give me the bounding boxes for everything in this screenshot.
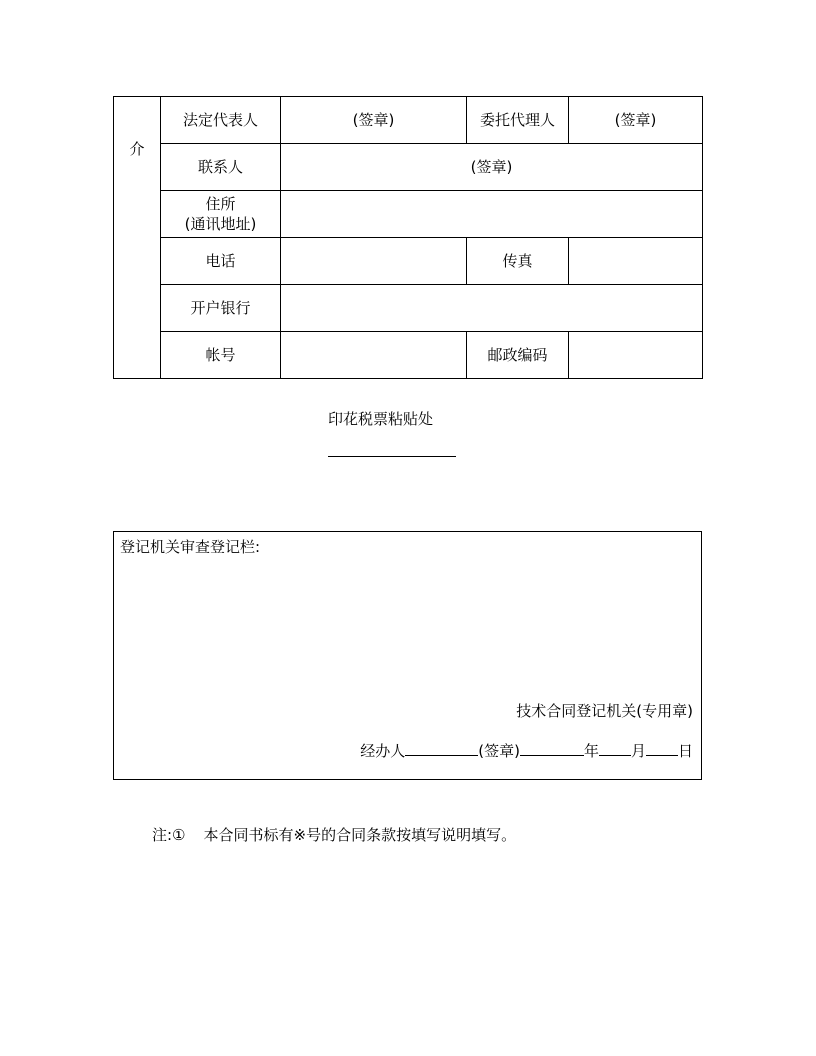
contact-person-label: 联系人 bbox=[161, 144, 281, 191]
stamp-area-label: 印花税票粘贴处 bbox=[328, 410, 434, 428]
legal-representative-signature: (签章) bbox=[281, 97, 467, 144]
phone-value bbox=[281, 238, 467, 285]
table-row bbox=[114, 238, 703, 285]
footnote bbox=[152, 824, 516, 845]
month-blank bbox=[599, 741, 631, 756]
registry-title: 登记机关审查登记栏: bbox=[120, 538, 261, 556]
stamp-area-rule bbox=[328, 456, 456, 457]
handler-label: 经办人 bbox=[360, 742, 406, 760]
table-row bbox=[114, 332, 703, 379]
contact-person-signature: (签章) bbox=[281, 144, 703, 191]
table-row bbox=[114, 285, 703, 332]
authorized-agent-signature: (签章) bbox=[569, 97, 703, 144]
year-label: 年 bbox=[583, 742, 599, 760]
registry-review-box bbox=[113, 531, 702, 780]
address-label-line1: 住所 bbox=[205, 195, 236, 213]
day-label: 日 bbox=[677, 742, 693, 760]
month-label: 月 bbox=[630, 742, 646, 760]
table-row bbox=[114, 144, 703, 191]
sign-label: (签章) bbox=[478, 742, 520, 760]
postal-code-label: 邮政编码 bbox=[467, 332, 569, 379]
footnote-text: 本合同书标有※号的合同条款按填写说明填写。 bbox=[203, 826, 517, 844]
address-label-line2: (通讯地址) bbox=[184, 215, 257, 233]
bank-label: 开户银行 bbox=[161, 285, 281, 332]
handler-blank bbox=[405, 741, 478, 756]
registry-seal-text: 技术合同登记机关(专用章) bbox=[516, 702, 693, 720]
table-row bbox=[114, 191, 703, 238]
date-blank bbox=[520, 741, 584, 756]
fax-value bbox=[569, 238, 703, 285]
party-info-table bbox=[113, 96, 703, 379]
bank-value bbox=[281, 285, 703, 332]
table-row bbox=[114, 97, 703, 144]
account-value bbox=[281, 332, 467, 379]
postal-code-value bbox=[569, 332, 703, 379]
address-label bbox=[161, 191, 281, 238]
day-blank bbox=[646, 741, 678, 756]
address-value bbox=[281, 191, 703, 238]
footnote-prefix: 注:① bbox=[152, 826, 186, 844]
account-label: 帐号 bbox=[161, 332, 281, 379]
authorized-agent-label: 委托代理人 bbox=[467, 97, 569, 144]
registry-signature-line bbox=[360, 740, 693, 761]
legal-representative-label: 法定代表人 bbox=[161, 97, 281, 144]
phone-label: 电话 bbox=[161, 238, 281, 285]
fax-label: 传真 bbox=[467, 238, 569, 285]
side-label: 介 bbox=[114, 97, 161, 379]
